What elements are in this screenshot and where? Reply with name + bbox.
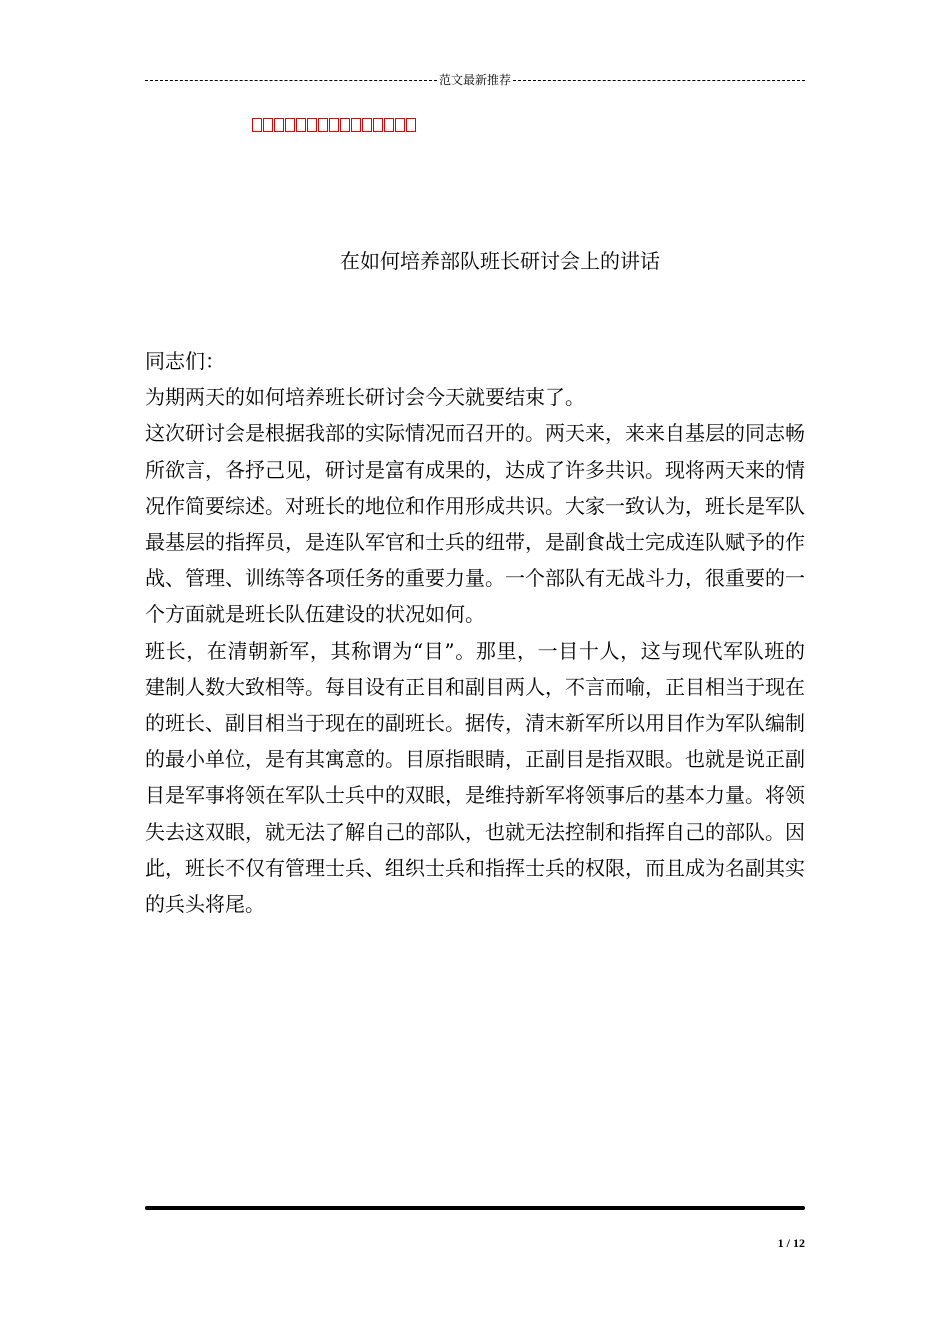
red-box [285,118,295,132]
paragraph-summary: 这次研讨会是根据我部的实际情况而召开的。两天来，来来自基层的同志畅所欲言，各抒己见，研讨是富有成果的，达成了许多共识。现将两天来的情况作简要综述。对班长的地位和作用形成共识。大家一致认为，班长是军队最基层的指挥员，是连队军官和士兵的纽带，是副食战士完成连队赋予的作战、管理、训练等各项任务的重要力量。一个部队有无战斗力，很重要的一个方面就是班长队伍建设的状况如何。 [145,421,805,627]
red-box [395,118,405,132]
header-label: 范文最新推荐 [439,73,512,87]
paragraph-intro: 为期两天的如何培养班长研讨会今天就要结束了。 [145,385,585,410]
paragraph-history: 班长，在清朝新军，其称谓为“目”。那里，一目十人，这与现代军队班的建制人数大致相等。每目设有正目和副目两人，不言而喻，正目相当于现在的班长、副目相当于现在的副班长。据传，清末新军所以用目作为军队编制的最小单位，是有其寓意的。目原指眼睛，正副目是指双眼。也就是说正副目是军事将领在军队士兵中的双眼，是维持新军将领事后的基本力量。将领失去这双眼，就无法了解自己的部队，也就无法控制和指挥自己的部队。因此，班长不仅有管理士兵、组织士兵和指挥士兵的权限，而且成为名副其实的兵头将尾。 [145,638,805,917]
red-box [274,118,284,132]
red-placeholder-boxes [252,118,416,132]
red-box [351,118,361,132]
header-dash-left [145,80,437,81]
footer-rule [145,1206,805,1210]
red-box [362,118,372,132]
red-box [307,118,317,132]
paragraph-greeting: 同志们： [145,349,225,373]
red-box [252,118,262,132]
red-box [296,118,306,132]
page-header [145,72,805,88]
document-body [145,343,805,922]
red-box [340,118,350,132]
red-box [373,118,383,132]
red-box [318,118,328,132]
document-title: 在如何培养部队班长研讨会上的讲话 [340,249,660,273]
red-box [384,118,394,132]
red-box [263,118,273,132]
page-number: 1 / 12 [777,1236,805,1250]
red-box [406,118,416,132]
red-box [329,118,339,132]
header-dash-right [513,80,805,81]
